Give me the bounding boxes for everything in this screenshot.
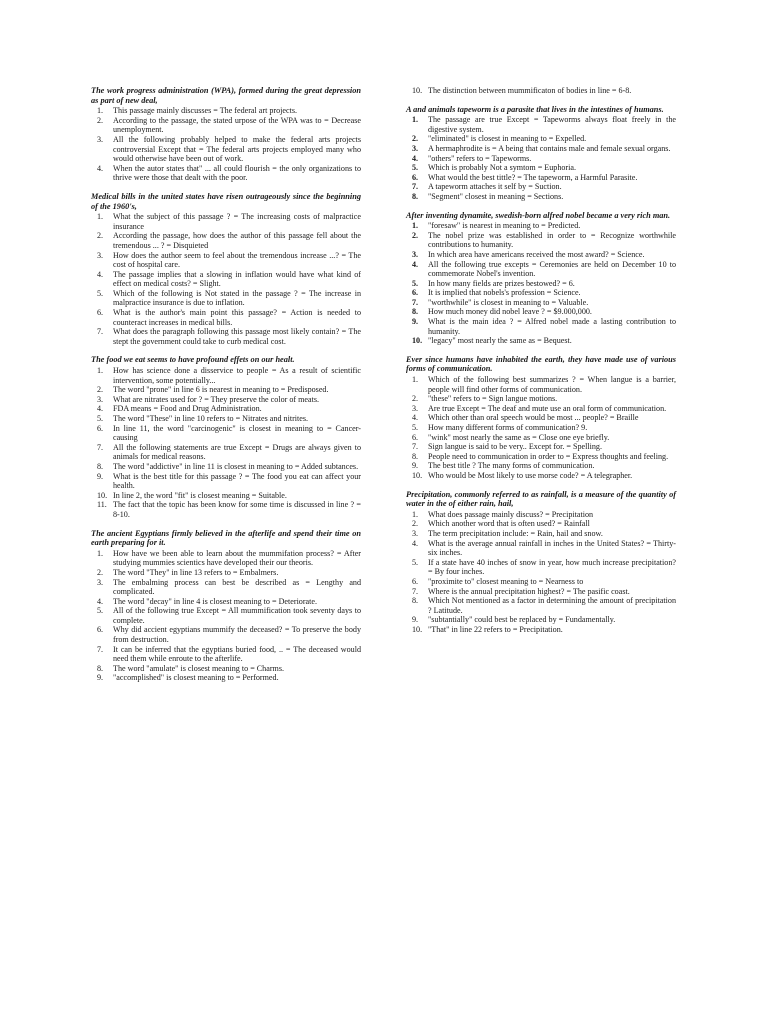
- question-item: [91, 597, 361, 607]
- question-item: [406, 134, 676, 144]
- question-number: 3.: [97, 134, 104, 144]
- question-text: How does the author seem to feel about the tremendous increase ...? = The cost of hospital care.: [113, 250, 361, 270]
- question-number: 8.: [412, 191, 419, 201]
- question-text: All of the following true Except = All mummification took seventy days to complete.: [113, 606, 361, 625]
- question-item: [91, 462, 361, 472]
- question-item: [91, 664, 361, 674]
- question-list: [91, 106, 361, 183]
- question-item: [406, 192, 676, 202]
- question-item: [91, 251, 361, 270]
- question-list: [406, 86, 676, 96]
- passage-section: [406, 355, 676, 481]
- question-list: [406, 221, 676, 346]
- question-number: 6.: [97, 625, 104, 635]
- question-item: [406, 519, 676, 529]
- question-text: If a state have 40 inches of snow in year, how much increase precipitation? = By four inches.: [428, 557, 676, 577]
- question-number: 9.: [412, 615, 419, 625]
- question-number: 6.: [97, 423, 104, 433]
- question-item: [406, 279, 676, 289]
- question-text: The word "amulate" is closest meaning to = Charms.: [113, 663, 284, 673]
- question-text: What is the average annual rainfall in inches in the United States? = Thirty-six inches.: [428, 538, 676, 558]
- question-text: What the subject of this passage ? = The increasing costs of malpractice insurance: [113, 212, 361, 231]
- question-text: "wink" most nearly the same as = Close one eye briefly.: [428, 432, 610, 442]
- passage-heading: A and animals tapeworm is a parasite that lives in the intestines of humans.: [406, 104, 664, 114]
- question-text: "proximite to" closest meaning to = Nearness to: [428, 576, 584, 586]
- question-text: Which another word that is often used? = Rainfall: [428, 519, 590, 529]
- question-text: The best title ? The many forms of communication.: [428, 461, 595, 471]
- question-text: How have we been able to learn about the mummifation process? = After studying mummies scientics have developed their our theoris.: [113, 548, 361, 568]
- question-list: [406, 375, 676, 481]
- question-number: 2.: [97, 115, 104, 125]
- question-item: [406, 86, 676, 96]
- question-text: The term precipitation include: = Rain, hail and snow.: [428, 528, 603, 538]
- question-text: All the following statements are true Except = Drugs are always given to animals for medical reasons.: [113, 442, 361, 462]
- passage-heading: The ancient Egyptians firmly believed in the afterlife and spend their time on earth preparing for it.: [91, 528, 361, 548]
- question-number: 3.: [97, 577, 104, 587]
- question-number: 11.: [97, 500, 107, 510]
- question-item: [406, 510, 676, 520]
- question-item: [406, 260, 676, 279]
- question-number: 7.: [412, 182, 419, 192]
- question-list: [91, 366, 361, 520]
- question-item: [91, 135, 361, 164]
- question-list: [91, 549, 361, 683]
- question-item: [406, 596, 676, 615]
- question-text: In how many fields are prizes bestowed? = 6.: [428, 278, 575, 288]
- question-text: The distinction between mummificaton of bodies in line = 6-8.: [428, 86, 632, 95]
- passage-section: [406, 105, 676, 202]
- question-number: 4.: [412, 538, 419, 548]
- question-item: [91, 231, 361, 250]
- question-text: All the following true excepts = Ceremonies are held on December 10 to commemorate Nobel's invention.: [428, 259, 676, 279]
- question-number: 1.: [97, 212, 104, 222]
- question-number: 5.: [412, 423, 419, 432]
- question-item: [406, 250, 676, 260]
- question-item: [406, 163, 676, 173]
- question-item: [406, 587, 676, 597]
- question-text: The word "prone" in line 6 is nearest in meaning to = Predisposed.: [113, 385, 329, 395]
- question-item: [406, 615, 676, 625]
- question-item: [91, 578, 361, 597]
- question-item: [406, 442, 676, 452]
- question-text: "That" in line 22 refers to = Precipitation.: [428, 624, 563, 634]
- question-number: 6.: [412, 576, 419, 586]
- question-number: 10.: [412, 336, 423, 346]
- question-item: [91, 116, 361, 135]
- question-number: 5.: [97, 414, 104, 423]
- question-item: [91, 106, 361, 116]
- question-number: 5.: [412, 163, 419, 173]
- question-number: 4.: [97, 404, 104, 414]
- question-text: In which area have americans received the most award? = Science.: [428, 249, 645, 259]
- question-text: When the autor states that" ... all could flourish = the only organizations to thrive were those that dealt with the poor.: [113, 163, 361, 183]
- question-text: How much money did nobel leave ? = $9.000,000.: [428, 307, 592, 317]
- question-number: 7.: [412, 297, 419, 307]
- question-item: [91, 606, 361, 625]
- question-text: The passage implies that a slowing in inflation would have what kind of effect on medical costs? = Slight.: [113, 269, 361, 289]
- question-text: Who would be Most likely to use morse code? = A telegrapher.: [428, 470, 633, 480]
- question-number: 6.: [412, 172, 419, 182]
- question-item: [91, 308, 361, 327]
- question-item: [406, 173, 676, 183]
- question-number: 9.: [412, 317, 419, 327]
- question-number: 8.: [412, 451, 419, 461]
- passage-section: [91, 355, 361, 519]
- question-list: [91, 212, 361, 346]
- question-text: The word "addictive" in line 11 is closest in meaning to = Added subtances.: [113, 461, 359, 471]
- question-text: A tapeworm attaches it self by = Suction.: [428, 182, 562, 192]
- passage-section: [406, 86, 676, 96]
- question-item: [406, 307, 676, 317]
- question-text: What would the best tittle? = The tapeworm, a Harmful Parasite.: [428, 172, 638, 182]
- question-text: It can be inferred that the egyptians buried food, .. = The deceased would need them while enroute to the afterlife.: [113, 644, 361, 664]
- question-number: 4.: [412, 413, 419, 423]
- question-text: Which is probably Not a symtom = Euphoria.: [428, 163, 576, 173]
- question-item: [406, 375, 676, 394]
- question-number: 2.: [412, 134, 419, 144]
- question-number: 3.: [412, 143, 419, 153]
- question-item: [406, 577, 676, 587]
- question-number: 1.: [97, 366, 104, 376]
- question-item: [91, 270, 361, 289]
- passage-section: [406, 211, 676, 346]
- question-item: [91, 673, 361, 683]
- question-text: "others" refers to = Tapeworms.: [428, 153, 532, 163]
- question-number: 7.: [412, 442, 419, 452]
- question-item: [406, 182, 676, 192]
- question-number: 4.: [97, 269, 104, 279]
- question-text: "foresaw" is nearest in meaning to = Predicted.: [428, 221, 581, 231]
- question-number: 3.: [412, 528, 419, 538]
- question-text: "legacy" most nearly the same as = Bequest.: [428, 336, 572, 346]
- question-text: The word "decay" in line 4 is closest meaning to = Deteriorate.: [113, 596, 318, 606]
- question-text: According to the passage, the stated urpose of the WPA was to = Decrease unemployment.: [113, 115, 361, 135]
- question-item: [406, 471, 676, 481]
- question-number: 7.: [412, 586, 419, 596]
- question-item: [406, 317, 676, 336]
- question-item: [406, 423, 676, 433]
- question-number: 8.: [97, 461, 104, 471]
- question-number: 5.: [412, 278, 419, 288]
- question-item: [406, 298, 676, 308]
- question-text: "these" refers to = Sign langue motions.: [428, 394, 558, 404]
- question-text: "subtantially" could best be replaced by = Fundamentally.: [428, 615, 616, 625]
- question-number: 2.: [412, 519, 419, 529]
- question-text: What is the author's main point this passage? = Action is needed to counteract increases in medical bills.: [113, 308, 361, 327]
- question-item: [406, 231, 676, 250]
- question-item: [91, 366, 361, 385]
- question-item: [406, 461, 676, 471]
- question-number: 4.: [97, 163, 104, 173]
- question-item: [406, 433, 676, 443]
- question-number: 7.: [97, 327, 104, 337]
- question-number: 9.: [97, 471, 104, 481]
- question-item: [406, 625, 676, 635]
- question-number: 2.: [412, 230, 419, 240]
- question-item: [91, 212, 361, 231]
- question-text: A hermaphrodite is = A being that contains male and female sexual organs.: [428, 143, 671, 153]
- passage-heading: After inventing dynamite, swedish-born alfred nobel became a very rich man.: [406, 210, 671, 220]
- question-number: 2.: [97, 385, 104, 395]
- question-item: [91, 625, 361, 644]
- question-number: 4.: [412, 153, 419, 163]
- question-item: [406, 336, 676, 346]
- question-text: What is the best title for this passage ? = The food you eat can affect your health.: [113, 471, 361, 491]
- question-item: [91, 568, 361, 578]
- question-text: The embalming process can best be described as = Lengthy and complicated.: [113, 577, 361, 597]
- question-text: The nobel prize was established in order to = Recognize worthwhile contributions to humanity.: [428, 230, 676, 250]
- question-item: [91, 289, 361, 308]
- question-number: 4.: [97, 596, 104, 606]
- question-item: [91, 385, 361, 395]
- question-text: People need to communication in order to = Express thoughts and feeling.: [428, 451, 669, 461]
- question-text: Which of the following is Not stated in the passage ? = The increase in malpractice insurance is due to inflation.: [113, 288, 361, 308]
- question-item: [406, 144, 676, 154]
- question-number: 2.: [97, 231, 104, 241]
- question-item: [91, 395, 361, 405]
- question-text: How many different forms of communication? 9.: [428, 423, 588, 432]
- question-item: [406, 221, 676, 231]
- question-item: [91, 327, 361, 346]
- question-text: In line 2, the word "fit" is closest meaning = Suitable.: [113, 490, 287, 500]
- question-number: 1.: [412, 221, 419, 231]
- question-number: 7.: [97, 442, 104, 452]
- question-text: FDA means = Food and Drug Administration.: [113, 404, 262, 414]
- question-text: "worthwhile" is closest in meaning to = Valuable.: [428, 297, 589, 307]
- question-text: It is implied that nobels's profession = Science.: [428, 288, 581, 298]
- question-text: What are nitrates used for ? = They preserve the color of meats.: [113, 394, 319, 404]
- question-list: [406, 115, 676, 201]
- question-number: 6.: [412, 432, 419, 442]
- question-number: 1.: [97, 106, 104, 116]
- question-item: [406, 413, 676, 423]
- question-number: 9.: [412, 461, 419, 471]
- question-text: Are true Except = The deaf and mute use an oral form of communication.: [428, 403, 667, 413]
- question-text: Where is the annual precipitation highest? = The pasific coast.: [428, 586, 630, 596]
- question-list: [406, 510, 676, 635]
- question-item: [406, 115, 676, 134]
- question-text: The fact that the topic has been know for some time is discussed in line ? = 8-10.: [113, 500, 361, 519]
- question-number: 2.: [412, 394, 419, 404]
- question-number: 9.: [97, 673, 104, 683]
- question-number: 5.: [97, 606, 104, 616]
- question-number: 1.: [412, 115, 419, 125]
- passage-heading: Precipitation, commonly referred to as rainfall, is a measure of the quantity of water in the of either rain, hail,: [406, 489, 676, 509]
- question-item: [406, 539, 676, 558]
- question-item: [406, 452, 676, 462]
- question-number: 8.: [412, 596, 419, 606]
- question-text: Which other than oral speech would be most ... people? = Braille: [428, 413, 639, 423]
- passage-section: [91, 529, 361, 684]
- question-number: 10.: [412, 624, 423, 634]
- passage-section: [406, 490, 676, 635]
- question-number: 5.: [97, 288, 104, 298]
- question-text: In line 11, the word "carcinogenic" is closest in meaning to = Cancer-causing: [113, 423, 361, 443]
- passage-heading: The work progress administration (WPA), formed during the great depression as part of new deal,: [91, 86, 361, 105]
- question-text: How has science done a disservice to people = As a result of scientific intervention, some potentially...: [113, 366, 361, 385]
- question-item: [406, 154, 676, 164]
- question-number: 8.: [97, 663, 104, 673]
- question-number: 1.: [412, 375, 419, 385]
- question-text: Sign langue is said to be very.. Except for. = Spelling.: [428, 442, 602, 452]
- passage-section: [91, 192, 361, 347]
- question-number: 3.: [97, 394, 104, 404]
- right-column: [406, 86, 676, 643]
- passage-section: [91, 86, 361, 183]
- question-number: 10.: [97, 490, 108, 500]
- question-text: "Segment" closest in meaning = Sections.: [428, 191, 564, 201]
- passage-heading: Ever since humans have inhabited the earth, they have made use of various forms of communication.: [406, 354, 676, 374]
- question-text: Which Not mentioned as a factor in determining the amount of precipitation ? Latitude.: [428, 596, 676, 615]
- question-number: 4.: [412, 259, 419, 269]
- question-text: Which of the following best summarizes ? = When langue is a barrier, people will find other forms of communication.: [428, 375, 676, 394]
- question-text: Why did accient egyptians mummify the deceased? = To preserve the body from destruction.: [113, 625, 361, 645]
- question-text: What is the main idea ? = Alfred nobel made a lasting contribution to humanity.: [428, 317, 676, 336]
- question-item: [91, 491, 361, 501]
- question-number: 3.: [97, 250, 104, 260]
- question-item: [406, 558, 676, 577]
- passage-heading: Medical bills in the united states have risen outrageously since the beginning of the 1960's,: [91, 191, 361, 211]
- question-number: 10.: [412, 470, 423, 480]
- question-item: [406, 529, 676, 539]
- question-number: 7.: [97, 644, 104, 654]
- question-number: 6.: [412, 288, 419, 298]
- question-item: [406, 288, 676, 298]
- question-item: [91, 645, 361, 664]
- question-item: [91, 500, 361, 519]
- question-number: 5.: [412, 557, 419, 567]
- question-number: 3.: [412, 249, 419, 259]
- question-item: [91, 472, 361, 491]
- question-item: [91, 443, 361, 462]
- question-item: [91, 424, 361, 443]
- question-text: What does passage mainly discuss? = Precipitation: [428, 509, 594, 519]
- question-item: [406, 394, 676, 404]
- left-column: [91, 86, 361, 692]
- question-number: 2.: [97, 567, 104, 577]
- question-text: "eliminated" is closest in meaning to = Expelled.: [428, 134, 587, 144]
- question-text: "accomplished" is closest meaning to = Performed.: [113, 673, 279, 683]
- question-text: All the following probably helped to make the federal arts projects controversial Except that = The federal arts projects employed many who would otherwise have been out of work.: [113, 134, 361, 164]
- question-number: 1.: [412, 509, 419, 519]
- question-text: According the passage, how does the author of this passage fell about the tremendous ... ? = Disquieted: [113, 231, 361, 250]
- question-text: This passage mainly discusses = The federal art projects.: [113, 106, 297, 116]
- question-item: [91, 404, 361, 414]
- question-number: 8.: [412, 307, 419, 317]
- question-text: What does the paragraph following this passage most likely contain? = The stept the government could take to curb medical cost.: [113, 327, 361, 346]
- question-text: The word "They" in line 13 refers to = Embalmers.: [113, 567, 279, 577]
- question-item: [91, 414, 361, 424]
- question-number: 6.: [97, 308, 104, 318]
- question-number: 10.: [412, 86, 423, 95]
- passage-heading: The food we eat seems to have profound effets on our healt.: [91, 355, 295, 365]
- question-number: 3.: [412, 403, 419, 413]
- question-item: [91, 549, 361, 568]
- question-text: The word "These" in line 10 refers to = Nitrates and nitrites.: [113, 414, 309, 423]
- question-text: The passage are true Except = Tapeworms always float freely in the digestive system.: [428, 115, 676, 134]
- question-item: [406, 404, 676, 414]
- question-item: [91, 164, 361, 183]
- question-number: 1.: [97, 548, 104, 558]
